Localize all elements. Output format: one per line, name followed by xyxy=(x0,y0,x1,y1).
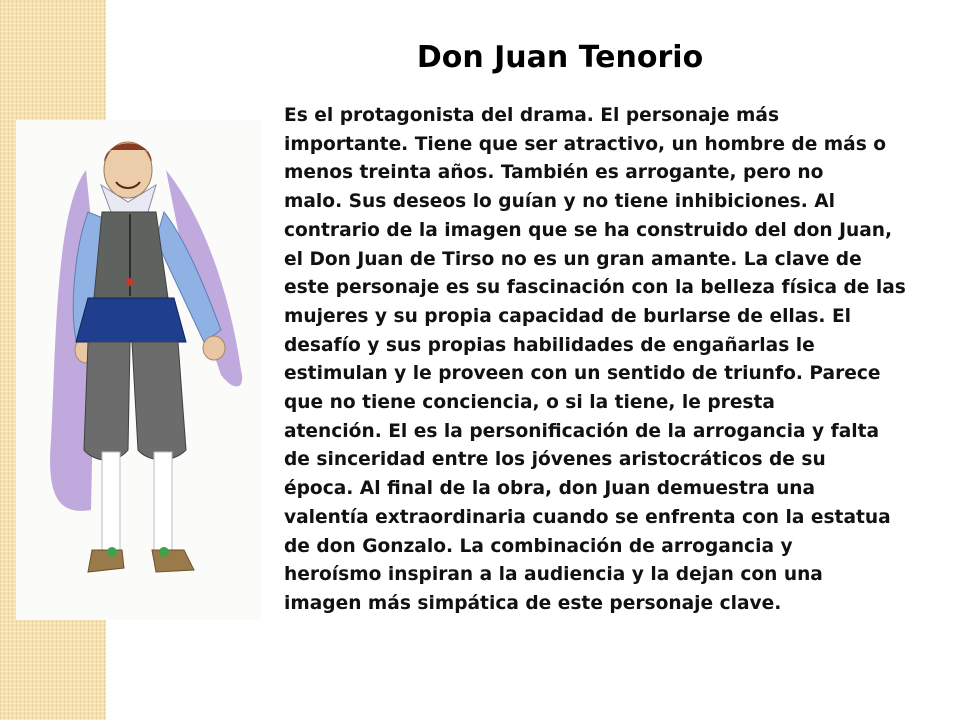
body-line: contrario de la imagen que se ha construido del don Juan, xyxy=(284,219,893,241)
body-line: imagen más simpática de este personaje clave. xyxy=(284,592,782,614)
body-line: época. Al final de la obra, don Juan demuestra una xyxy=(284,478,816,500)
body-line: malo. Sus deseos lo guían y no tiene inhibiciones. Al xyxy=(284,191,836,213)
body-line: valentía extraordinaria cuando se enfrenta con la estatua xyxy=(284,506,891,528)
costume-illustration xyxy=(16,120,261,620)
body-line: atención. El es la personificación de la arrogancia y falta xyxy=(284,420,880,442)
left-breeches xyxy=(84,342,130,460)
body-line: importante. Tiene que ser atractivo, un hombre de más o xyxy=(284,133,887,155)
red-brooch xyxy=(126,278,134,286)
body-line: menos treinta años. También es arrogante, pero no xyxy=(284,162,824,184)
right-stocking xyxy=(154,452,172,550)
right-shoe xyxy=(152,550,194,572)
left-shoe-bow xyxy=(107,547,117,557)
body-line: desafío y sus propias habilidades de engañarlas le xyxy=(284,334,815,356)
body-line: el Don Juan de Tirso no es un gran amante. La clave de xyxy=(284,248,862,270)
body-line: Es el protagonista del drama. El personaje más xyxy=(284,105,780,126)
body-line: de don Gonzalo. La combinación de arrogancia y xyxy=(284,535,793,557)
don-juan-drawing xyxy=(16,120,261,620)
right-shoe-bow xyxy=(159,547,169,557)
right-breeches xyxy=(132,342,186,460)
body-line: que no tiene conciencia, o si la tiene, le presta xyxy=(284,392,775,414)
body-line: estimulan y le proveen con un sentido de triunfo. Parece xyxy=(284,363,881,385)
blue-skirt xyxy=(76,298,186,342)
left-stocking xyxy=(102,452,120,550)
left-shoe xyxy=(88,550,124,572)
character-description xyxy=(284,102,934,619)
body-line: heroísmo inspiran a la audiencia y la dejan con una xyxy=(284,564,823,586)
slide-title: Don Juan Tenorio xyxy=(416,40,704,75)
head xyxy=(104,142,152,198)
body-line: de sinceridad entre los jóvenes aristocráticos de su xyxy=(284,449,826,471)
right-hand xyxy=(203,336,225,360)
body-line: mujeres y su propia capacidad de burlarse de ellas. El xyxy=(284,305,852,327)
body-line: este personaje es su fascinación con la belleza física de las xyxy=(284,277,906,299)
